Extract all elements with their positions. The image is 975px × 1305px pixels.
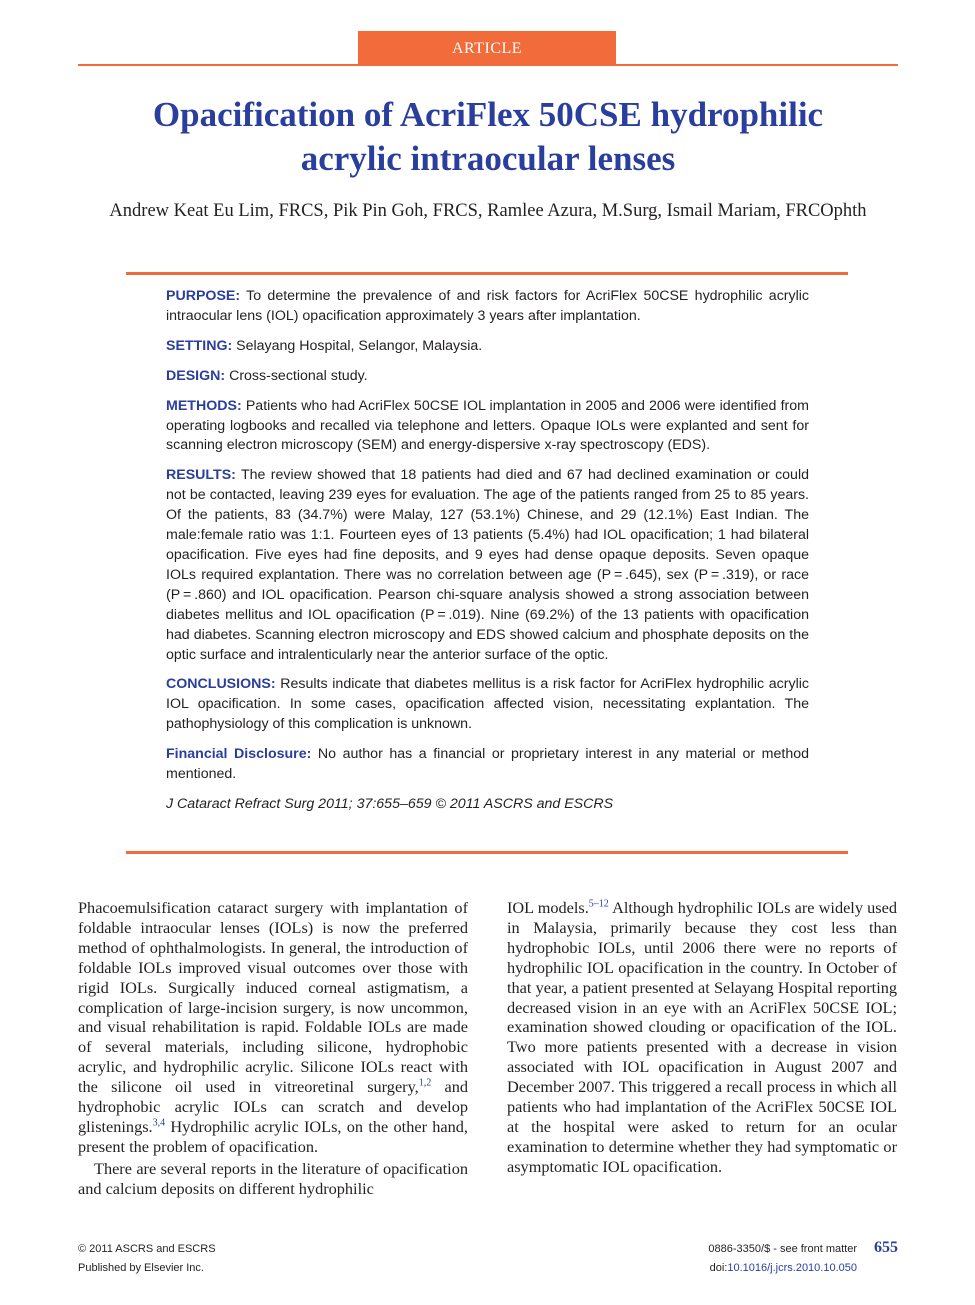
journal-citation: J Cataract Refract Surg 2011; 37:655–659 © 2011 ASCRS and ESCRS [166, 795, 614, 812]
title-line-2: acrylic intraocular lenses [300, 139, 676, 178]
conclusions-text: Results indicate that diabetes mellitus is a risk factor for AcriFlex hydrophilic acrylic IOL opacification. In some cases, opacification affected vision, necessitating explantation. The pathophysiology of this complication is unknown. [166, 676, 809, 733]
abstract-purpose [166, 287, 809, 327]
abstract-setting [166, 337, 809, 357]
conclusions-label: CONCLUSIONS: [166, 676, 276, 693]
purpose-label: PURPOSE: [166, 288, 241, 304]
setting-label: SETTING: [166, 337, 233, 354]
abstract-methods [166, 397, 809, 457]
body-paragraph-2: There are several reports in the literature of opacification and calcium deposits on different hydrophilic [78, 1158, 468, 1198]
methods-text: Patients who had AcriFlex 50CSE IOL implantation in 2005 and 2006 were identified from operating logbooks and recalled via telephone and letters. Opaque IOLs were explanted and sent for scanning electron microscopy (SEM) and energy-dispersive x-ray spectroscopy (EDS). [166, 397, 809, 454]
body-text: Phacoemulsification cataract surgery with implantation of foldable intraocular lenses (IOLs) is now the preferred method of ophthalmologists. In general, the introduction of foldable IOLs improved visual outcomes over those with rigid IOLs. Surgically induced corneal astigmatism, a complication of large-incision surgery, is now uncommon, and visual rehabilitation is rapid. Foldable IOLs are made of several materials, including silicone, hydrophobic acrylic, and hydrophilic acrylic. Silicone IOLs react with the silicone oil used in vitreoretinal surgery, [78, 898, 468, 1097]
abstract-bottom-rule [126, 851, 848, 854]
author-list: Andrew Keat Eu Lim, FRCS, Pik Pin Goh, FRCS, Ramlee Azura, M.Surg, Ismail Mariam, FRCOphth [109, 201, 867, 221]
design-label: DESIGN: [166, 367, 226, 384]
results-text: The review showed that 18 patients had died and 67 had declined examination or could not be contacted, leaving 239 eyes for evaluation. The age of the patients ranged from 25 to 85 years. Of the patients, 83 (34.7%) were Malay, 127 (53.1%) Chinese, and 29 (12.1%) East Indian. The male:female ratio was 1:1. Fourteen eyes of 13 patients (5.4%) had IOL opacification; 1 had bilateral opacification. Five eyes had fine deposits, and 9 eyes had dense opaque deposits. Seven opaque IOLs required explantation. There was no correlation between age (P = .645), sex (P = .319), or race (P = .860) and IOL opacification. Pearson chi-square analysis showed a strong association between diabetes mellitus and IOL opacification (P = .019). Nine (69.2%) of the 13 patients with opacification had diabetes. Scanning electron microscopy and EDS showed calcium and phosphate deposits on the optic surface and intralenticularly near the anterior surface of the optic. [166, 467, 809, 663]
footer-doi [710, 1262, 857, 1274]
footer-copyright: © 2011 ASCRS and ESCRS [78, 1243, 216, 1255]
abstract-results [166, 466, 809, 665]
body-column-right [507, 898, 897, 1177]
title-line-1: Opacification of AcriFlex 50CSE hydrophilic [152, 95, 824, 134]
reference-link-1-2[interactable]: 1,2 [418, 1077, 432, 1089]
abstract-top-rule [126, 272, 848, 275]
body-paragraph-1 [78, 898, 468, 1157]
reference-link-5-12[interactable]: 5–12 [588, 898, 609, 910]
body-text: and hydrophobic acrylic IOLs can scratch and develop glistenings. [78, 1077, 468, 1136]
footer-issn: 0886-3350/$ - see front matter [708, 1243, 857, 1255]
design-text: Cross-sectional study. [225, 367, 368, 384]
article-title [78, 93, 898, 181]
body-column-left [78, 898, 468, 1199]
reference-link-3-4[interactable]: 3,4 [152, 1117, 166, 1129]
header-rule [78, 64, 898, 66]
doi-prefix: doi: [709, 1262, 728, 1274]
section-label: ARTICLE [358, 31, 616, 65]
disclosure-label: Financial Disclosure: [166, 746, 312, 763]
body-paragraph-continued [507, 898, 897, 1177]
results-label: RESULTS: [166, 467, 236, 484]
footer-publisher: Published by Elsevier Inc. [78, 1262, 204, 1274]
abstract-design [166, 367, 809, 387]
doi-link[interactable]: 10.1016/j.jcrs.2010.10.050 [727, 1262, 857, 1274]
disclosure-text: No author has a financial or proprietary interest in any material or method mentioned. [166, 746, 809, 783]
setting-text: Selayang Hospital, Selangor, Malaysia. [232, 337, 483, 354]
abstract-disclosure [166, 745, 809, 785]
methods-label: METHODS: [166, 397, 242, 414]
body-text: Hydrophilic acrylic IOLs, on the other hand, present the problem of opacification. [78, 1116, 468, 1156]
page-number: 655 [874, 1239, 898, 1256]
purpose-text: To determine the prevalence of and risk factors for AcriFlex 50CSE hydrophilic acrylic intraocular lens (IOL) opacification approximately 3 years after implantation. [166, 288, 809, 324]
abstract-conclusions [166, 675, 809, 735]
abstract [166, 287, 809, 825]
body-text: IOL models. [507, 898, 589, 917]
body-text: Although hydrophilic IOLs are widely used in Malaysia, primarily because they cost less than hydrophobic IOLs, until 2006 there were no reports of hydrophilic IOL opacification in the country. In October of that year, a patient presented at Selayang Hospital reporting decreased vision in an eye with an AcriFlex 50CSE IOL; examination showed clouding or opacification of the IOL. Two more patients presented with a decrease in vision associated with IOL opacification in August 2007 and December 2007. This triggered a recall process in which all patients who had implantation of the AcriFlex 50CSE IOL at the hospital were asked to return for an ocular examination to determine whether they had symptomatic or asymptomatic IOL opacification. [507, 898, 897, 1176]
